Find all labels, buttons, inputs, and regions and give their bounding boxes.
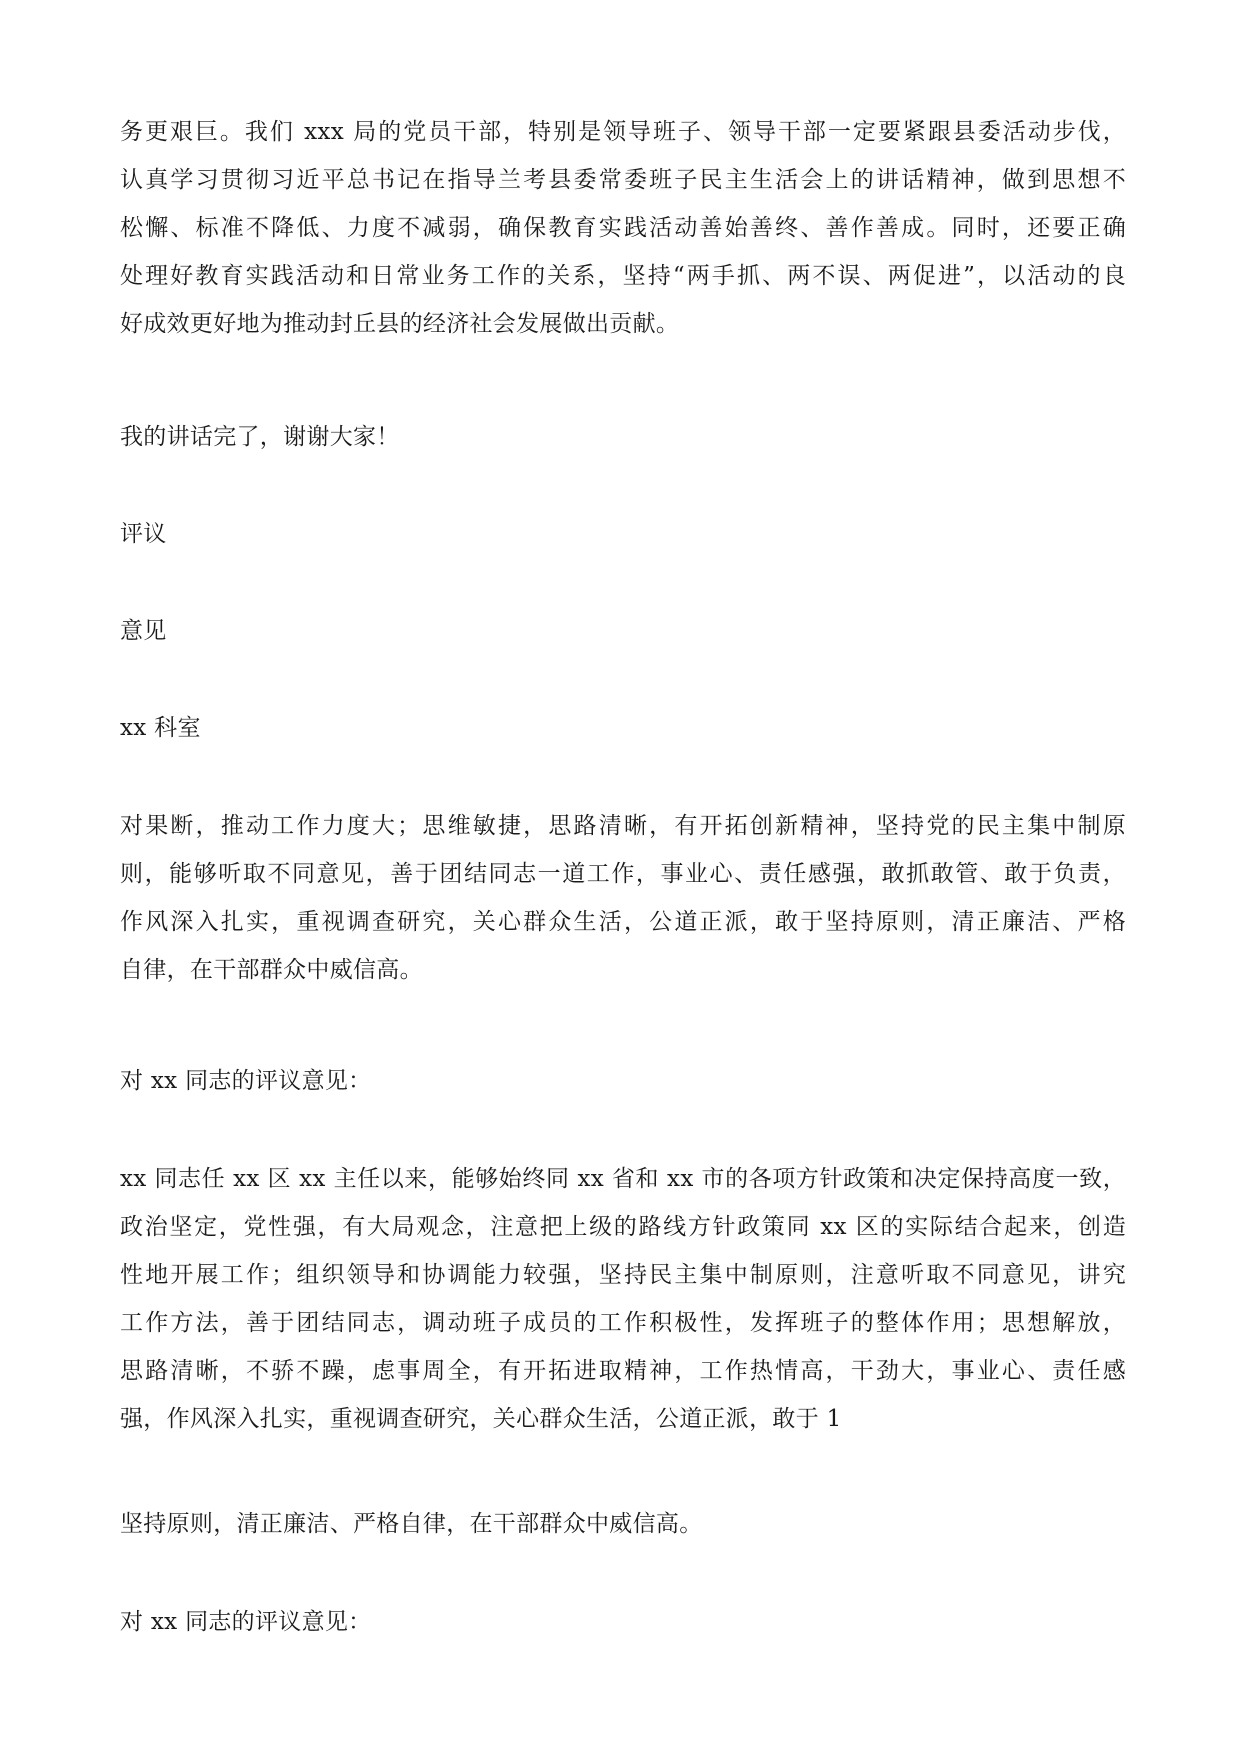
text-line: 性地开展工作；组织领导和协调能力较强，坚持民主集中制原则，注意听取不同意见，讲究 — [120, 1262, 1126, 1288]
text-line: 对 xx 同志的评议意见： — [120, 1609, 372, 1635]
paragraph-thanks — [120, 413, 1126, 461]
paragraph-evaluation-end — [120, 1500, 1126, 1548]
text-line: 强，作风深入扎实，重视调查研究，关心群众生活，公道正派，敢于 1 — [120, 1406, 842, 1432]
text-line: 作风深入扎实，重视调查研究，关心群众生活，公道正派，敢于坚持原则，清正廉洁、严格 — [120, 909, 1126, 935]
text-line: 松懈、标准不降低、力度不减弱，确保教育实践活动善始善终、善作善成。同时，还要正确 — [120, 215, 1126, 241]
text-line: 我的讲话完了，谢谢大家！ — [120, 424, 400, 450]
text-line: 处理好教育实践活动和日常业务工作的关系，坚持“两手抓、两不误、两促进”，以活动的良 — [120, 263, 1126, 289]
text-line: 自律，在干部群众中威信高。 — [120, 957, 423, 983]
paragraph-closing-remarks — [120, 108, 1126, 348]
heading-text: xx 科室 — [120, 715, 201, 741]
text-line: 则，能够听取不同意见，善于团结同志一道工作，事业心、责任感强，敢抓敢管、敢于负责， — [120, 861, 1126, 887]
paragraph-evaluation-1 — [120, 802, 1126, 994]
heading-department — [120, 704, 1126, 752]
paragraph-evaluation-2 — [120, 1155, 1126, 1443]
text-line: 工作方法，善于团结同志，调动班子成员的工作积极性，发挥班子的整体作用；思想解放， — [120, 1310, 1126, 1336]
paragraph-evaluation-heading-1 — [120, 1057, 1126, 1105]
text-line: 坚持原则，清正廉洁、严格自律，在干部群众中威信高。 — [120, 1511, 703, 1537]
text-line: 对 xx 同志的评议意见： — [120, 1068, 372, 1094]
text-line: 思路清晰，不骄不躁，虑事周全，有开拓进取精神，工作热情高，干劲大，事业心、责任感 — [120, 1358, 1126, 1384]
text-line: 好成效更好地为推动封丘县的经济社会发展做出贡献。 — [120, 311, 680, 337]
heading-text: 意见 — [120, 618, 167, 644]
heading-review — [120, 510, 1126, 558]
text-line: 务更艰巨。我们 xxx 局的党员干部，特别是领导班子、领导干部一定要紧跟县委活动步伐， — [120, 119, 1126, 145]
heading-opinion — [120, 607, 1126, 655]
text-line: 对果断，推动工作力度大；思维敏捷，思路清晰，有开拓创新精神，坚持党的民主集中制原 — [120, 813, 1126, 839]
text-line: xx 同志任 xx 区 xx 主任以来，能够始终同 xx 省和 xx 市的各项方针政策和决定保持高度一致， — [120, 1166, 1126, 1192]
paragraph-evaluation-heading-2 — [120, 1598, 1126, 1646]
text-line: 政治坚定，党性强，有大局观念，注意把上级的路线方针政策同 xx 区的实际结合起来，创造 — [120, 1214, 1126, 1240]
heading-text: 评议 — [120, 521, 167, 547]
text-line: 认真学习贯彻习近平总书记在指导兰考县委常委班子民主生活会上的讲话精神，做到思想不 — [120, 167, 1126, 193]
